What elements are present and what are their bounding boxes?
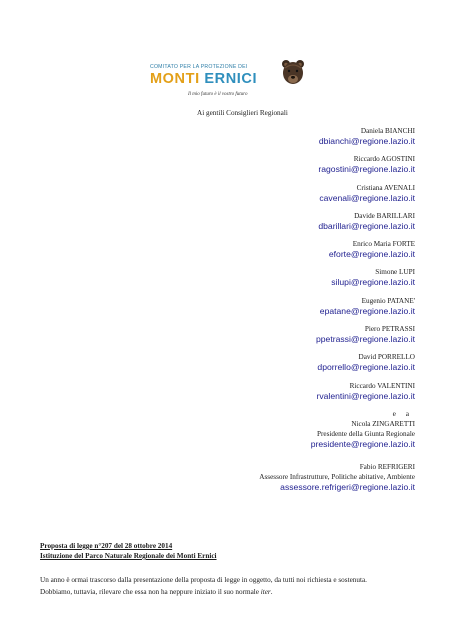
recipient-name: Riccardo VALENTINI [349, 381, 415, 390]
recipient-name: Simone LUPI [375, 268, 415, 277]
recipient-name: Daniela BIANCHI [360, 127, 415, 135]
addressee-block [155, 108, 415, 500]
recipient-name: Enrico Maria FORTE [352, 240, 415, 249]
recipient-name: Riccardo AGOSTINI [353, 155, 415, 164]
subject-line-1: Proposta di legge n°207 del 28 ottobre 2014 [40, 542, 173, 550]
recipient-email[interactable]: dbianchi@regione.lazio.it [318, 136, 415, 146]
recipient-email[interactable]: epatane@regione.lazio.it [319, 305, 415, 316]
recipient-name: David PORRELLO [358, 353, 415, 362]
recipient-email[interactable]: rvalentini@regione.lazio.it [316, 390, 415, 401]
assessor-email[interactable]: assessore.refrigeri@regione.lazio.it [280, 481, 415, 492]
recipient-entry [155, 239, 415, 260]
recipient-entry [155, 183, 415, 204]
recipient-email[interactable]: silupi@regione.lazio.it [331, 277, 415, 288]
recipient-name: Eugenio PATANE' [361, 296, 415, 305]
logo-title-part2: ERNICI [204, 71, 258, 87]
recipient-entry [155, 296, 415, 317]
recipient-entry [155, 211, 415, 232]
assessor-entry [155, 462, 415, 493]
paragraph-line-1: Un anno è ormai trascorso dalla presentazione della proposta di legge in oggetto, da tutti noi richiesta e sostenuta. [40, 576, 367, 584]
letter-body [40, 541, 440, 598]
addressee-intro: Ai gentili Consiglieri Regionali [197, 109, 288, 117]
recipient-email[interactable]: cavenali@regione.lazio.it [319, 192, 415, 203]
recipient-name: Cristiana AVENALI [356, 183, 415, 192]
recipient-email[interactable]: dbarillari@regione.lazio.it [318, 220, 415, 231]
recipient-entry [155, 126, 415, 147]
president-email[interactable]: presidente@regione.lazio.it [310, 438, 415, 449]
assessor-role: Assessore Infrastrutture, Politiche abitative, Ambiente [259, 472, 415, 481]
logo-title [150, 71, 257, 87]
recipient-email[interactable]: dporrello@regione.lazio.it [317, 362, 415, 373]
recipient-name: Davide BARILLARI [354, 211, 415, 220]
president-name: Nicola ZINGARETTI [351, 419, 415, 428]
paragraph-line-2-end: . [270, 587, 273, 596]
bear-head-icon [280, 58, 306, 88]
conjunction-text: e a [392, 408, 413, 418]
subject-line-2: Istituzione del Parco Naturale Regionale dei Monti Ernici [40, 552, 217, 560]
committee-logo [150, 58, 305, 108]
recipient-entry [155, 267, 415, 288]
recipient-name: Piero PETRASSI [364, 325, 415, 334]
assessor-name: Fabio REFRIGERI [359, 462, 415, 471]
recipient-email[interactable]: eforte@regione.lazio.it [328, 249, 415, 260]
body-paragraph [40, 575, 440, 598]
paragraph-line-2-text: Dobbiamo, tuttavia, rilevare che essa non ha neppure iniziato il suo normale [40, 587, 261, 596]
recipient-entry [155, 154, 415, 175]
logo-tagline: Il mio futuro è il vostro futuro [188, 92, 248, 97]
president-role: Presidente della Giunta Regionale [317, 429, 415, 438]
recipient-entry [155, 381, 415, 402]
logo-title-part1: MONTI [150, 71, 200, 87]
president-entry [155, 419, 415, 450]
logo-top-text: COMITATO PER LA PROTEZIONE DEI [150, 64, 248, 70]
paragraph-line-2-italic: iter [260, 587, 271, 596]
recipient-entry [155, 352, 415, 373]
paragraph-line-2 [40, 587, 440, 599]
recipient-email[interactable]: ragostini@regione.lazio.it [318, 164, 415, 175]
recipient-entry [155, 324, 415, 345]
recipient-email[interactable]: ppetrassi@regione.lazio.it [315, 334, 415, 345]
